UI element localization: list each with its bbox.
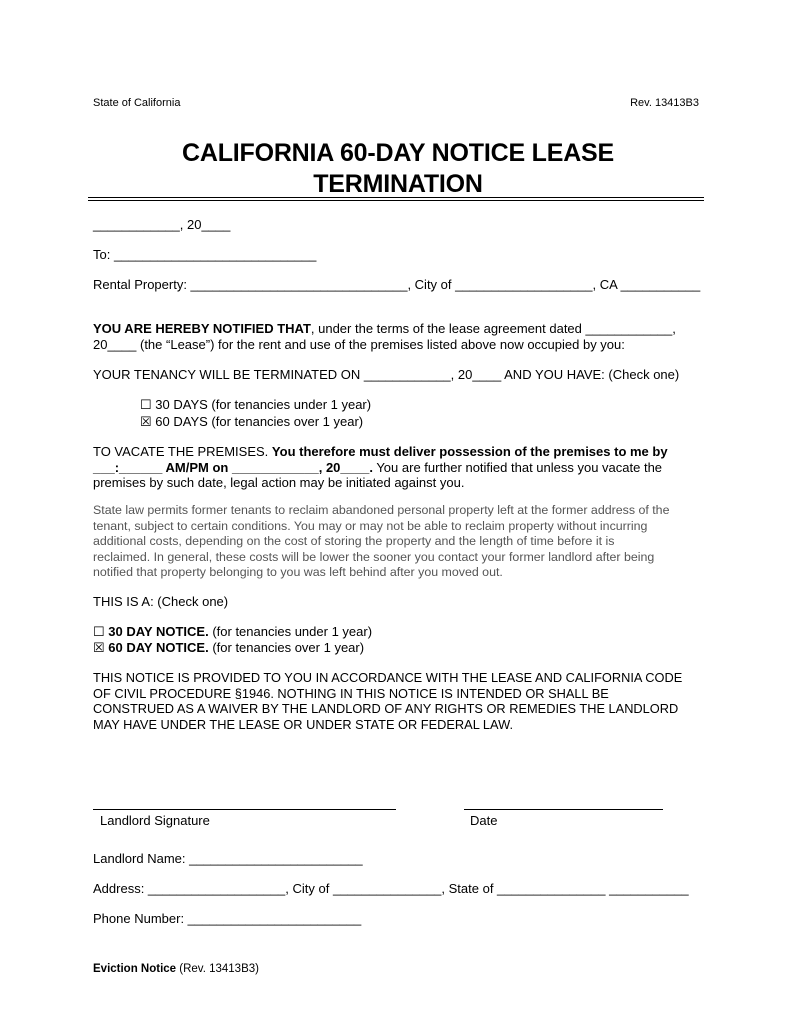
checkbox-empty-icon[interactable]: ☐ bbox=[140, 397, 152, 412]
vacate-line-1 bbox=[93, 444, 703, 460]
state-law-line: tenant, subject to certain conditions. You may or may not be able to reclaim property without incurring bbox=[93, 518, 648, 533]
notice-text-1: , under the terms of the lease agreement dated ____________, bbox=[310, 321, 676, 336]
notice-option-bold: 30 DAY NOTICE. bbox=[108, 624, 209, 639]
notice-option-label: (for tenancies under 1 year) bbox=[208, 624, 373, 639]
address-line: Address: ___________________, City of _______________, State of _______________ ___________ bbox=[93, 881, 689, 896]
notice-line-1 bbox=[93, 321, 703, 337]
notice-option-bold: 60 DAY NOTICE. bbox=[108, 640, 209, 655]
footer-text: (Rev. 13413B3) bbox=[176, 963, 259, 975]
signature-date-line[interactable] bbox=[464, 809, 663, 810]
notice-bold-intro: YOU ARE HEREBY NOTIFIED THAT bbox=[93, 321, 311, 336]
notice-option-60 bbox=[93, 640, 364, 656]
legal-line: CONSTRUED AS A WAIVER BY THE LANDLORD OF ANY RIGHTS OR REMEDIES THE LANDLORD bbox=[93, 701, 679, 716]
vacate-bold-2: ___:______ AM/PM on ____________, 20____. bbox=[93, 459, 373, 475]
days-option-60 bbox=[140, 414, 363, 430]
page-title bbox=[93, 138, 703, 200]
legal-paragraph bbox=[93, 670, 703, 732]
vacate-line-2 bbox=[93, 460, 703, 476]
title-rule-top bbox=[88, 197, 704, 198]
signature-date-label: Date bbox=[470, 813, 498, 828]
checkbox-empty-icon[interactable]: ☐ bbox=[93, 624, 105, 639]
vacate-paragraph bbox=[93, 444, 703, 491]
legal-line: MAY HAVE UNDER THE LEASE OR UNDER STATE OR FEDERAL LAW. bbox=[93, 716, 514, 732]
legal-line: THIS NOTICE IS PROVIDED TO YOU IN ACCORDANCE WITH THE LEASE AND CALIFORNIA CODE bbox=[93, 670, 683, 685]
header-state: State of California bbox=[93, 97, 181, 109]
notice-option-30 bbox=[93, 624, 372, 640]
vacate-line-3: premises by such date, legal action may be initiated against you. bbox=[93, 475, 465, 490]
footer-bold: Eviction Notice bbox=[93, 963, 177, 975]
title-line-1: CALIFORNIA 60-DAY NOTICE LEASE bbox=[181, 139, 615, 167]
landlord-name-line: Landlord Name: ________________________ bbox=[93, 851, 363, 866]
days-option-30 bbox=[140, 397, 371, 413]
vacate-plain-2: You are further notified that unless you vacate the bbox=[372, 459, 663, 475]
vacate-plain-1: TO VACATE THE PREMISES. bbox=[93, 444, 272, 459]
title-rule-bottom bbox=[88, 200, 704, 201]
state-law-line: reclaimed. In general, these costs will be lower the sooner you contact your former landlord after being bbox=[93, 549, 655, 564]
footer bbox=[93, 963, 259, 975]
header-revision: Rev. 13413B3 bbox=[630, 97, 699, 109]
landlord-signature-label: Landlord Signature bbox=[100, 813, 210, 828]
title-line-2: TERMINATION bbox=[313, 170, 483, 198]
date-line: ____________, 20____ bbox=[93, 217, 231, 232]
legal-line: OF CIVIL PROCEDURE §1946. NOTHING IN THIS NOTICE IS INTENDED OR SHALL BE bbox=[93, 685, 609, 701]
days-option-label: 30 DAYS (for tenancies under 1 year) bbox=[155, 397, 372, 412]
state-law-line: additional costs, depending on the cost of storing the property and the length of time before it is bbox=[93, 534, 615, 548]
tenancy-line: YOUR TENANCY WILL BE TERMINATED ON ____________, 20____ AND YOU HAVE: (Check one) bbox=[93, 367, 680, 382]
state-law-line: notified that property belonging to you was left behind after you moved out. bbox=[93, 565, 503, 579]
state-law-line: State law permits former tenants to reclaim abandoned personal property left at the former address of the bbox=[93, 503, 670, 517]
days-option-label: 60 DAYS (for tenancies over 1 year) bbox=[155, 414, 364, 429]
rental-property-line: Rental Property: ______________________________, City of ___________________, CA ___________ bbox=[93, 277, 701, 292]
this-is-a-line: THIS IS A: (Check one) bbox=[93, 594, 229, 609]
checkbox-checked-icon[interactable]: ☒ bbox=[140, 414, 152, 429]
notice-paragraph bbox=[93, 321, 703, 352]
state-law-paragraph bbox=[93, 503, 703, 581]
notice-line-2: 20____ (the “Lease”) for the rent and use of the premises listed above now occupied by you: bbox=[93, 336, 625, 352]
to-line: To: ____________________________ bbox=[93, 247, 317, 262]
checkbox-checked-icon[interactable]: ☒ bbox=[93, 640, 105, 655]
vacate-bold-1: You therefore must deliver possession of the premises to me by bbox=[271, 444, 668, 459]
phone-line: Phone Number: ________________________ bbox=[93, 911, 362, 926]
notice-option-label: (for tenancies over 1 year) bbox=[208, 640, 365, 655]
landlord-signature-line[interactable] bbox=[93, 809, 396, 810]
